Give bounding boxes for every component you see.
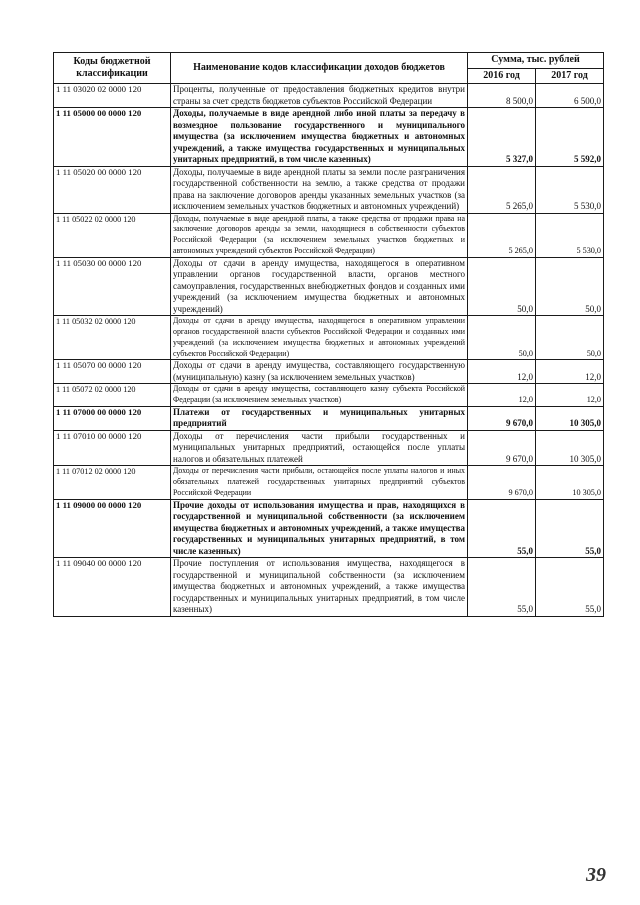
row-code: 1 11 05070 00 0000 120 [54,360,171,384]
row-value-2017: 5 592,0 [536,108,604,167]
row-name: Доходы, получаемые в виде арендной либо иной платы за передачу в возмездное пользование государственного и муниципального имущества (за исключением имущества бюджетных и автономных учреждений, а также имущества государственных и муниципальных унитарных предприятий, в том числе казенных) [171,108,468,167]
row-name: Доходы от сдачи в аренду имущества, находящегося в оперативном управлении органов государственной власти субъектов Российской Федерации и созданных ими учреждений (за исключением имущества бюджетных и автономных учреждений субъектов Российской Федерации) [171,316,468,360]
row-name: Доходы от сдачи в аренду имущества, составляющего казну субъекта Российской Федерации (за исключением земельных участков) [171,384,468,407]
row-code: 1 11 09040 00 0000 120 [54,558,171,617]
row-value-2016: 55,0 [468,499,536,558]
row-value-2016: 55,0 [468,558,536,617]
header-name: Наименование кодов классификации доходов бюджетов [171,53,468,84]
row-value-2017: 55,0 [536,499,604,558]
header-year-2017: 2017 год [536,68,604,84]
row-name: Проценты, полученные от предоставления бюджетных кредитов внутри страны за счет средств бюджетов субъектов Российской Федерации [171,84,468,108]
row-code: 1 11 05032 02 0000 120 [54,316,171,360]
row-value-2016: 5 327,0 [468,108,536,167]
row-code: 1 11 07000 00 0000 120 [54,406,171,430]
table-row [54,430,604,466]
row-value-2017: 12,0 [536,360,604,384]
table-row [54,558,604,617]
row-name: Доходы от сдачи в аренду имущества, находящегося в оперативном управлении органов государственной власти, органов местного самоуправления, государственных внебюджетных фондов и созданных ими учреждений (за исключением имущества бюджетных и автономных учреждений) [171,257,468,316]
header-sum: Сумма, тыс. рублей [468,53,604,69]
row-value-2017: 10 305,0 [536,406,604,430]
row-value-2017: 55,0 [536,558,604,617]
row-value-2016: 9 670,0 [468,466,536,499]
row-value-2017: 12,0 [536,384,604,407]
row-value-2016: 12,0 [468,384,536,407]
row-value-2016: 9 670,0 [468,430,536,466]
row-name: Доходы, получаемые в виде арендной платы за земли после разграничения государственной собственности на землю, а также средства от продажи права на заключение договоров аренды указанных земельных участков (за исключением земельных участков бюджетных и автономных учреждений) [171,166,468,213]
row-value-2017: 6 500,0 [536,84,604,108]
row-code: 1 11 09000 00 0000 120 [54,499,171,558]
budget-table [53,52,604,617]
row-name: Доходы от сдачи в аренду имущества, составляющего государственную (муниципальную) казну (за исключением земельных участков) [171,360,468,384]
row-code: 1 11 05030 00 0000 120 [54,257,171,316]
row-code: 1 11 05072 02 0000 120 [54,384,171,407]
header-codes: Коды бюджетной классификации [54,53,171,84]
table-row [54,384,604,407]
row-value-2017: 5 530,0 [536,213,604,257]
header-year-2016: 2016 год [468,68,536,84]
table-row [54,316,604,360]
row-value-2016: 5 265,0 [468,213,536,257]
row-value-2016: 5 265,0 [468,166,536,213]
row-value-2017: 50,0 [536,257,604,316]
row-value-2017: 10 305,0 [536,430,604,466]
table-row [54,213,604,257]
row-name: Платежи от государственных и муниципальных унитарных предприятий [171,406,468,430]
row-code: 1 11 07012 02 0000 120 [54,466,171,499]
row-code: 1 11 07010 00 0000 120 [54,430,171,466]
row-code: 1 11 05000 00 0000 120 [54,108,171,167]
row-name: Доходы, получаемые в виде арендной платы, а также средства от продажи права на заключение договоров аренды за земли, находящиеся в собственности субъектов Российской Федерации (за исключением земельных участков бюджетных и автономных учреждений субъектов Российской Федерации) [171,213,468,257]
row-value-2016: 9 670,0 [468,406,536,430]
row-value-2017: 5 530,0 [536,166,604,213]
table-row [54,499,604,558]
row-name: Прочие поступления от использования имущества, находящегося в государственной и муниципальной собственности (за исключением имущества бюджетных и автономных учреждений, а также имущества государственных и муниципальных унитарных предприятий, в том числе казенных) [171,558,468,617]
row-value-2017: 50,0 [536,316,604,360]
table-row [54,406,604,430]
row-value-2016: 12,0 [468,360,536,384]
row-code: 1 11 03020 02 0000 120 [54,84,171,108]
row-name: Доходы от перечисления части прибыли государственных и муниципальных унитарных предприятий, остающейся после уплаты налогов и обязательных платежей [171,430,468,466]
table-row [54,466,604,499]
table-row [54,84,604,108]
row-code: 1 11 05020 00 0000 120 [54,166,171,213]
row-value-2016: 50,0 [468,316,536,360]
row-value-2016: 50,0 [468,257,536,316]
row-value-2016: 8 500,0 [468,84,536,108]
row-name: Прочие доходы от использования имущества и прав, находящихся в государственной и муниципальной собственности (за исключением имущества бюджетных и автономных учреждений, а также имущества государственных и муниципальных унитарных предприятий, в том числе казенных) [171,499,468,558]
page-number: 39 [586,864,606,886]
table-row [54,166,604,213]
row-value-2017: 10 305,0 [536,466,604,499]
table-row [54,360,604,384]
table-row [54,257,604,316]
row-name: Доходы от перечисления части прибыли, остающейся после уплаты налогов и иных обязательных платежей государственных унитарных предприятий субъектов Российской Федерации [171,466,468,499]
row-code: 1 11 05022 02 0000 120 [54,213,171,257]
table-row [54,108,604,167]
